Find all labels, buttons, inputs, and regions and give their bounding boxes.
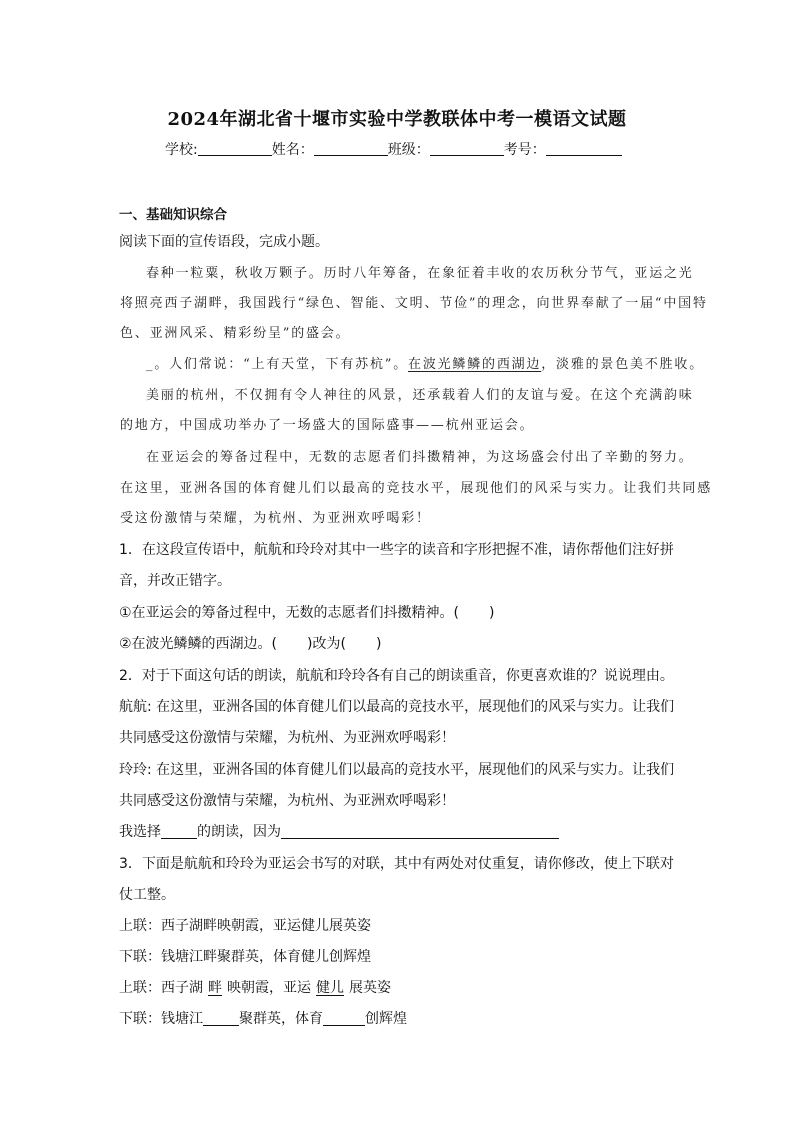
q2-choose-label: 我选择 — [119, 824, 161, 840]
passage-p1-line1: 春种一粒粟，秋收万颗子。历时八年筹备，在象征着丰收的农历秋分节气，亚运之光 — [146, 266, 694, 281]
passage-p4-line2: 在这里，亚洲各国的体育健儿们以最高的竞技水平，展现他们的风采与实力。让我们共同感 — [120, 481, 713, 496]
name-blank[interactable] — [314, 141, 388, 156]
q3-couplet-lower-original: 下联：钱塘江畔聚群英，体育健儿创辉煌 — [119, 949, 371, 965]
passage-p2-blank: _ — [146, 357, 155, 372]
name-label: 姓名： — [271, 142, 314, 158]
q2-hanghang-line2: 共同感受这份激情与荣耀，为杭州、为亚洲欢呼喝彩！ — [119, 730, 455, 746]
q2-lingling-line2: 共同感受这份激情与荣耀，为杭州、为亚洲欢呼喝彩！ — [119, 793, 455, 809]
q1-item1-text: ①在亚运会的筹备过程中，无数的志愿者们抖擞精神。( — [119, 605, 460, 621]
q3-upper-part3: 展英姿 — [349, 980, 391, 996]
q1-item2-text: ②在波光鳞鳞的西湖边。( — [119, 636, 278, 652]
q3-upper-part1: 上联：西子湖 — [119, 980, 203, 996]
passage-p1-line3: 色、亚洲风采、精彩纷呈”的盛会。 — [120, 326, 351, 341]
section-heading: 一、基础知识综合 — [119, 207, 227, 223]
passage-p4-line1: 在亚运会的筹备过程中，无数的志愿者们抖擞精神，为这场盛会付出了辛勤的努力。 — [146, 450, 694, 465]
q1-item2-mid: )改为( — [307, 636, 346, 652]
school-label: 学校: — [165, 142, 198, 158]
q3-upper-underlined-1: 畔 — [208, 980, 222, 996]
q2-reason-label: 的朗读，因为 — [197, 824, 281, 840]
exam-number-blank[interactable] — [546, 141, 622, 156]
q3-lower-part1: 下联：钱塘江 — [119, 1011, 203, 1027]
q2-choice-blank[interactable] — [161, 824, 197, 839]
school-blank[interactable] — [198, 141, 272, 156]
q3-couplet-lower-fill — [119, 1008, 407, 1028]
class-label: 班级： — [387, 142, 430, 158]
passage-p2-underlined: 在波光鳞鳞的西湖边 — [408, 357, 542, 372]
page-title: 2024年湖北省十堰市实验中学教联体中考一模语文试题 — [167, 109, 627, 130]
q1-item1-close: ) — [489, 605, 495, 621]
q2-stem: 2．对于下面这句话的朗读，航航和玲玲各有自己的朗读重音，你更喜欢谁的？说说理由。 — [119, 668, 674, 684]
q1-item1 — [119, 602, 494, 622]
q2-hanghang-line1: 航航: 在这里，亚洲各国的体育健儿们以最高的竞技水平，展现他们的风采与实力。让我们 — [119, 699, 675, 715]
q3-lower-part2: 聚群英，体育 — [239, 1011, 323, 1027]
q3-lower-blank-2[interactable] — [323, 1011, 365, 1026]
q3-upper-part2: 映朝霞，亚运 — [227, 980, 311, 996]
q3-couplet-upper-original: 上联：西子湖畔映朝霞，亚运健儿展英姿 — [119, 918, 371, 934]
q3-lower-blank-1[interactable] — [203, 1011, 239, 1026]
exam-number-label: 考号： — [503, 142, 546, 158]
passage-p3-line2: 的地方，中国成功举办了一场盛大的国际盛事——杭州亚运会。 — [120, 418, 535, 433]
q1-item2 — [119, 633, 381, 653]
passage-p2 — [146, 353, 704, 372]
passage-p2-text-b: ，淡雅的景色美不胜收。 — [541, 357, 705, 372]
q1-item2-close: ) — [375, 636, 382, 652]
class-blank[interactable] — [430, 141, 504, 156]
q3-couplet-upper-marked — [119, 977, 391, 997]
q3-stem-line1: 3．下面是航航和玲玲为亚运会书写的对联，其中有两处对仗重复，请你修改，使上下联对 — [119, 856, 674, 872]
q1-stem-line1: 1．在这段宣传语中，航航和玲玲对其中一些字的读音和字形把握不准，请你帮他们注好拼 — [119, 542, 674, 558]
student-info-line — [165, 139, 622, 159]
q3-upper-underlined-2: 健儿 — [316, 980, 344, 996]
passage-p1-line2: 将照亮西子湖畔，我国践行“绿色、智能、文明、节俭”的理念，向世界奉献了一届“中国特 — [120, 296, 708, 311]
passage-p4-line3: 受这份激情与荣耀，为杭州、为亚洲欢呼喝彩！ — [120, 511, 431, 526]
passage-p3-line1: 美丽的杭州，不仅拥有令人神往的风景，还承载着人们的友谊与爱。在这个充满韵味 — [146, 388, 694, 403]
q3-lower-part3: 创辉煌 — [365, 1011, 407, 1027]
q3-stem-line2: 仗工整。 — [119, 887, 175, 903]
q2-lingling-line1: 玲玲: 在这里，亚洲各国的体育健儿们以最高的竞技水平，展现他们的风采与实力。让我们 — [119, 762, 675, 778]
q2-reason-blank[interactable] — [281, 824, 559, 839]
section-intro: 阅读下面的宣传语段，完成小题。 — [119, 234, 329, 250]
q1-stem-line2: 音，并改正错字。 — [119, 573, 231, 589]
q2-answer-line — [119, 821, 559, 841]
passage-p2-text-a: 。人们常说：“上有天堂，下有苏杭”。 — [154, 357, 409, 372]
